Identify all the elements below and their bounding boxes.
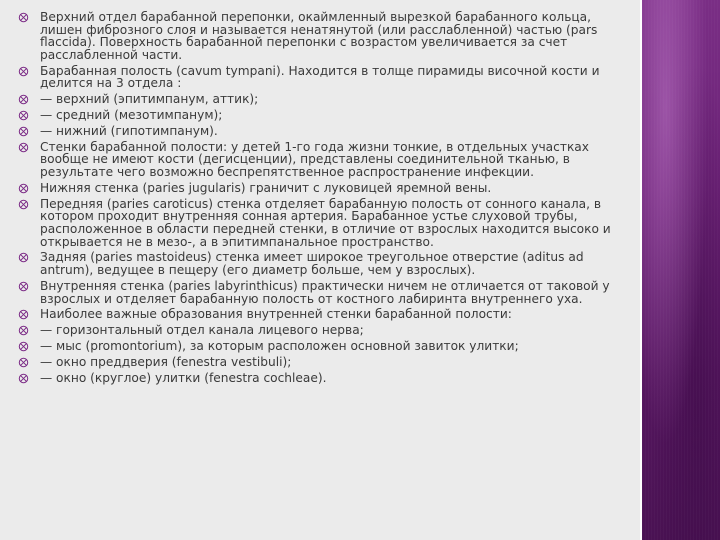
decorative-side-bar bbox=[642, 0, 720, 540]
list-item-text: Задняя (paries mastoideus) стенка имеет широкое треугольное отверстие (aditus ad antrum), ведущее в пещеру (его диаметр больше, чем у взрослых). bbox=[40, 250, 584, 278]
list-item-text: Внутренняя стенка (paries labyrinthicus) практически ничем не отличается от таковой у взрослых и отделяет барабанную полость от костного лабиринта внутреннего уха. bbox=[40, 278, 610, 306]
list-item-text: Барабанная полость (cavum tympani). Находится в толще пирамиды височной кости и делится на 3 отдела : bbox=[40, 63, 600, 91]
list-item-text: Наиболее важные образования внутренней стенки барабанной полости: bbox=[40, 307, 512, 322]
list-item bbox=[18, 141, 618, 179]
list-item bbox=[18, 65, 618, 90]
list-item-text: — окно (круглое) улитки (fenestra cochleae). bbox=[40, 371, 327, 385]
list-item bbox=[18, 356, 618, 369]
crossed-circle-icon bbox=[18, 66, 29, 77]
crossed-circle-icon bbox=[18, 126, 29, 137]
list-item-text: Передняя (paries caroticus) стенка отделяет барабанную полость от сонного канала, в котором проходит внутренняя сонная артерия. Барабанное устье слуховой трубы, расположенное в области передней стенки, в отличие от взрослых находится высоко и открывается не в мезо-, а в эпитимпанальное пространство. bbox=[40, 196, 611, 249]
list-item-text: Верхний отдел барабанной перепонки, окаймленный вырезкой барабанного кольца, лишен фиброзного слоя и называется ненатянутой (или расслабленной) частью (pars flaccida). Поверхность барабанной перепонки с возрастом увеличивается за счет расслабленной части. bbox=[40, 10, 598, 62]
crossed-circle-icon bbox=[18, 94, 29, 105]
crossed-circle-icon bbox=[18, 252, 29, 263]
list-item bbox=[18, 308, 618, 321]
list-item-text: — мыс (promontorium), за которым расположен основной завиток улитки; bbox=[40, 339, 519, 354]
crossed-circle-icon bbox=[18, 183, 29, 194]
list-item bbox=[18, 324, 618, 337]
crossed-circle-icon bbox=[18, 373, 29, 384]
list-item-text: — горизонтальный отдел канала лицевого нерва; bbox=[40, 323, 364, 338]
list-item bbox=[18, 198, 618, 248]
crossed-circle-icon bbox=[18, 357, 29, 368]
list-item bbox=[18, 93, 618, 106]
list-item bbox=[18, 109, 618, 122]
list-item-text: Нижняя стенка (paries jugularis) граничит с луковицей яремной вены. bbox=[40, 180, 492, 195]
list-item bbox=[18, 372, 618, 385]
crossed-circle-icon bbox=[18, 12, 29, 23]
crossed-circle-icon bbox=[18, 110, 29, 121]
list-item bbox=[18, 251, 618, 276]
list-item-text: Стенки барабанной полости: у детей 1-го года жизни тонкие, в отдельных участках вообще не имеют кости (дегисценции), представлены соединительной тканью, в результате чего возможно беспрепятственное распространение инфекции. bbox=[40, 139, 589, 180]
crossed-circle-icon bbox=[18, 281, 29, 292]
list-item bbox=[18, 125, 618, 138]
list-item bbox=[18, 340, 618, 353]
crossed-circle-icon bbox=[18, 325, 29, 336]
list-item bbox=[18, 182, 618, 195]
list-item bbox=[18, 280, 618, 305]
list-item-text: — нижний (гипотимпанум). bbox=[40, 123, 218, 138]
list-item bbox=[18, 11, 618, 61]
list-item-text: — окно преддверия (fenestra vestibuli); bbox=[40, 355, 292, 370]
crossed-circle-icon bbox=[18, 199, 29, 210]
list-item-text: — верхний (эпитимпанум, аттик); bbox=[40, 92, 259, 107]
bullet-list bbox=[18, 11, 618, 388]
list-item-text: — средний (мезотимпанум); bbox=[40, 108, 223, 123]
crossed-circle-icon bbox=[18, 341, 29, 352]
crossed-circle-icon bbox=[18, 309, 29, 320]
crossed-circle-icon bbox=[18, 142, 29, 153]
